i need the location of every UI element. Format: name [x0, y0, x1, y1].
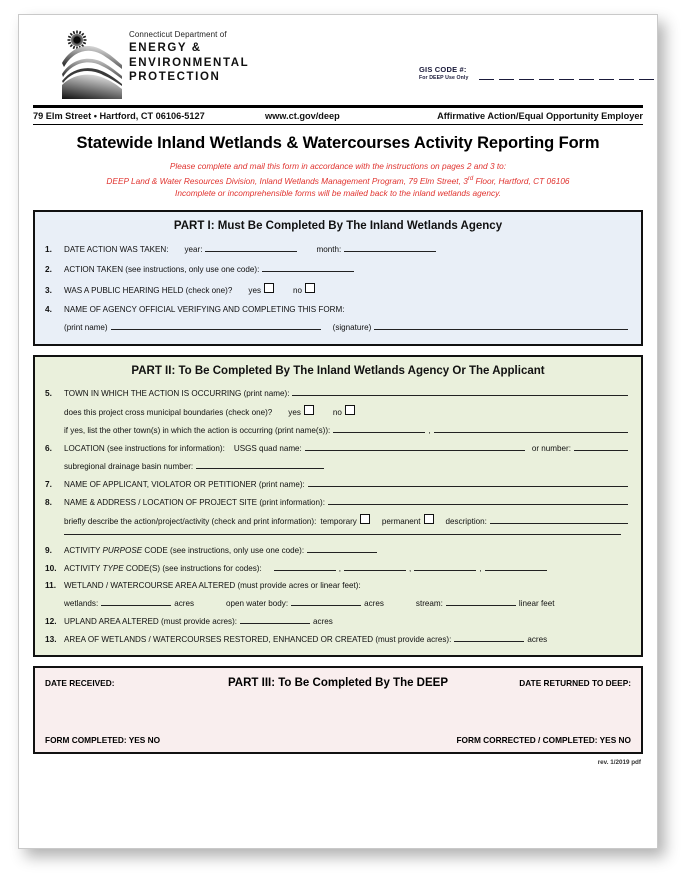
instruction-line-2 [33, 173, 643, 187]
field-official-signature-row [45, 321, 631, 332]
year-label: year: [184, 244, 203, 254]
signature-label: (signature) [332, 322, 372, 332]
description-label: description: [445, 516, 487, 526]
project-site-input[interactable] [328, 496, 628, 505]
item-6-sub-label: subregional drainage basin number: [64, 461, 194, 471]
part-1-section [33, 210, 643, 346]
gis-dash[interactable] [479, 71, 494, 80]
contact-row [33, 108, 643, 121]
gis-dash[interactable] [599, 71, 614, 80]
boundaries-yes-checkbox[interactable] [304, 405, 314, 415]
item-12-label: UPLAND AREA ALTERED (must provide acres): [64, 616, 238, 626]
page-title: Statewide Inland Wetlands & Watercourses Activity Reporting Form [76, 134, 600, 152]
item-5-sub2-label: if yes, list the other town(s) in which the action is occurring (print name(s)): [64, 425, 331, 435]
item-10-label-a: ACTIVITY [64, 563, 103, 573]
temporary-label: temporary [320, 516, 357, 526]
stream-linear-feet-unit: linear feet [518, 598, 555, 608]
gis-dash[interactable] [639, 71, 654, 80]
gis-dash[interactable] [519, 71, 534, 80]
upland-acres-unit: acres [313, 616, 333, 626]
part-2-section [33, 355, 643, 657]
field-wetland-measurements [45, 597, 631, 608]
field-activity-description [45, 514, 631, 526]
item-number-7: 7. [45, 478, 52, 489]
hearing-no-checkbox[interactable] [305, 283, 315, 293]
item-number-3: 3. [45, 284, 52, 295]
website-link[interactable]: www.ct.gov/deep [265, 111, 340, 121]
gis-code-input[interactable] [479, 71, 654, 80]
item-10-label-b: CODE(S) (see instructions for codes): [123, 563, 262, 573]
form-corrected-label[interactable]: FORM CORRECTED / COMPLETED: YES NO [456, 734, 631, 745]
field-action-taken [45, 263, 631, 274]
gis-code-label: GIS CODE #: [419, 65, 467, 74]
description-continuation-input[interactable] [64, 533, 621, 535]
instruction-line-2b: Floor, Hartford, CT 06106 [473, 175, 570, 186]
hearing-yes-label: yes [248, 285, 261, 295]
item-3-label: WAS A PUBLIC HEARING HELD (check one)? [64, 285, 233, 295]
date-received-label: DATE RECEIVED: [45, 677, 115, 688]
field-crosses-municipal-boundaries [45, 405, 631, 417]
official-print-name-input[interactable] [111, 321, 321, 330]
item-9-label-a: ACTIVITY [64, 545, 103, 555]
item-number-4: 4. [45, 303, 52, 314]
department-line: Connecticut Department of [129, 30, 227, 39]
hearing-no-label: no [293, 285, 303, 295]
letterhead-wordmark [129, 30, 249, 85]
usgs-quad-label: USGS quad name: [233, 443, 302, 453]
permanent-checkbox[interactable] [424, 514, 434, 524]
town-name-input[interactable] [292, 387, 628, 396]
gis-dash[interactable] [499, 71, 514, 80]
wetlands-label: wetlands: [64, 598, 99, 608]
item-number-8: 8. [45, 496, 52, 507]
field-upland-area-altered [45, 615, 631, 626]
item-number-5: 5. [45, 387, 52, 398]
upland-acres-input[interactable] [240, 615, 310, 624]
logo-line-environmental: ENVIRONMENTAL [129, 56, 250, 69]
field-town [45, 387, 631, 398]
boundaries-no-label: no [332, 407, 342, 417]
permanent-label: permanent [381, 516, 421, 526]
action-taken-code-input[interactable] [262, 263, 354, 272]
item-6-label: LOCATION (see instructions for information): [64, 443, 225, 453]
item-8-sub-label: briefly describe the action/project/activity (check and print information): [64, 516, 317, 526]
item-5-label: TOWN IN WHICH THE ACTION IS OCCURRING (print name): [64, 388, 290, 398]
mailing-instructions [33, 160, 643, 200]
item-number-9: 9. [45, 544, 52, 555]
drainage-basin-number-input[interactable] [196, 460, 324, 469]
item-number-11: 11. [45, 579, 57, 590]
field-restored-area [45, 633, 631, 644]
field-public-hearing [45, 283, 631, 295]
item-number-12: 12. [45, 615, 57, 626]
item-9-label-b: CODE (see instructions, only use one code): [142, 545, 305, 555]
gis-dash[interactable] [539, 71, 554, 80]
field-agency-official [45, 304, 631, 314]
activity-type-code-2-input[interactable] [344, 562, 406, 571]
field-applicant-name [45, 478, 631, 489]
gis-dash[interactable] [559, 71, 574, 80]
stream-label: stream: [415, 598, 443, 608]
activity-type-code-1-input[interactable] [274, 562, 336, 571]
activity-type-code-3-input[interactable] [414, 562, 476, 571]
logo-line-energy: ENERGY & [129, 42, 202, 54]
item-number-10: 10. [45, 562, 57, 573]
field-wetland-area-altered [45, 580, 631, 590]
form-completed-label[interactable]: FORM COMPLETED: YES NO [45, 734, 161, 745]
header-rule-thin [33, 124, 643, 125]
logo-line-protection: PROTECTION [129, 71, 221, 83]
open-water-label: open water body: [226, 598, 289, 608]
item-number-2: 2. [45, 263, 52, 274]
part-2-heading: PART II: To Be Completed By The Inland Wetlands Agency Or The Applicant [131, 364, 545, 377]
restored-acres-input[interactable] [454, 633, 524, 642]
print-name-label: (print name) [64, 322, 108, 332]
item-4-label: NAME OF AGENCY OFFICIAL VERIFYING AND COMPLETING THIS FORM: [64, 304, 345, 314]
field-other-towns: if yes, list the other town(s) in which the action is occurring (print name(s)): , [45, 424, 631, 435]
instruction-line-2a: DEEP Land & Water Resources Division, Inland Wetlands Management Program, 79 Elm Street, 3 [106, 175, 468, 186]
other-town-2-input[interactable] [434, 424, 628, 433]
item-7-label: NAME OF APPLICANT, VIOLATOR OR PETITIONER (print name): [64, 479, 305, 489]
date-returned-label: DATE RETURNED TO DEEP: [519, 677, 631, 688]
item-9-label-emphasis: PURPOSE [102, 545, 143, 555]
part-3-heading: PART III: To Be Completed By The DEEP [227, 676, 448, 689]
field-date-action-taken [45, 243, 631, 254]
item-number-1: 1. [45, 243, 52, 254]
hearing-yes-checkbox[interactable] [264, 283, 274, 293]
or-number-label: or number: [531, 443, 571, 453]
gis-dash[interactable] [619, 71, 634, 80]
form-page [18, 14, 658, 849]
description-input[interactable] [490, 515, 628, 524]
item-number-6: 6. [45, 442, 52, 453]
item-10-label-emphasis: TYPE [102, 563, 124, 573]
part-1-heading: PART I: Must Be Completed By The Inland Wetlands Agency [173, 219, 503, 232]
wetlands-acres-unit: acres [174, 598, 194, 608]
part-3-section [33, 666, 643, 754]
boundaries-no-checkbox[interactable] [345, 405, 355, 415]
item-11-label: WETLAND / WATERCOURSE AREA ALTERED (must provide acres or linear feet): [64, 580, 361, 590]
instruction-line-3: Incomplete or incomprehensible forms will be mailed back to the inland wetlands agency. [175, 187, 501, 198]
item-8-label: NAME & ADDRESS / LOCATION OF PROJECT SITE (print information): [64, 497, 326, 507]
gis-dash[interactable] [579, 71, 594, 80]
item-9-label [64, 546, 304, 555]
item-5-sub1-label: does this project cross municipal boundaries (check one)? [64, 407, 273, 417]
activity-type-code-4-input[interactable] [485, 562, 547, 571]
item-10-label [64, 564, 262, 573]
item-13-label: AREA OF WETLANDS / WATERCOURSES RESTORED, ENHANCED OR CREATED (must provide acres): [64, 634, 452, 644]
month-label: month: [316, 244, 342, 254]
item-2-label: ACTION TAKEN (see instructions, only use one code): [64, 264, 260, 274]
deep-sun-waves-logo [62, 29, 124, 99]
applicant-name-input[interactable] [308, 478, 628, 487]
part-3-bottom-row [45, 735, 631, 745]
eeo-statement: Affirmative Action/Equal Opportunity Employer [437, 111, 643, 121]
field-location [45, 442, 631, 453]
year-input[interactable] [205, 243, 297, 252]
field-activity-type-codes: 10. ACTIVITY TYPE CODE(S) (see instructions for codes): , , , [45, 562, 631, 573]
temporary-checkbox[interactable] [360, 514, 370, 524]
official-signature-input[interactable] [374, 321, 628, 330]
office-address: 79 Elm Street • Hartford, CT 06106-5127 [33, 111, 205, 121]
letterhead [33, 25, 643, 103]
gis-code-block [419, 65, 659, 81]
gis-code-sublabel: For DEEP Use Only [419, 75, 469, 81]
usgs-quad-number-input[interactable] [574, 442, 628, 451]
instruction-ordinal: rd [467, 175, 474, 182]
restored-acres-unit: acres [527, 634, 548, 644]
revision-footer: rev. 1/2019 pdf [597, 758, 641, 766]
field-activity-purpose-code [45, 544, 631, 555]
boundaries-yes-label: yes [288, 407, 301, 417]
activity-purpose-code-input[interactable] [307, 544, 377, 553]
open-water-acres-unit: acres [364, 598, 384, 608]
wetlands-acres-input[interactable] [101, 597, 171, 606]
item-1-label: DATE ACTION WAS TAKEN: [64, 244, 169, 254]
month-input[interactable] [344, 243, 436, 252]
other-town-1-input[interactable] [333, 424, 425, 433]
instruction-line-1: Please complete and mail this form in accordance with the instructions on pages 2 and 3 to: [169, 161, 507, 171]
field-drainage-basin [45, 460, 631, 471]
stream-linear-feet-input[interactable] [446, 597, 516, 606]
item-number-13: 13. [45, 633, 57, 644]
usgs-quad-name-input[interactable] [305, 442, 525, 451]
part-3-top-row [45, 677, 631, 689]
field-project-site [45, 496, 631, 507]
open-water-acres-input[interactable] [291, 597, 361, 606]
